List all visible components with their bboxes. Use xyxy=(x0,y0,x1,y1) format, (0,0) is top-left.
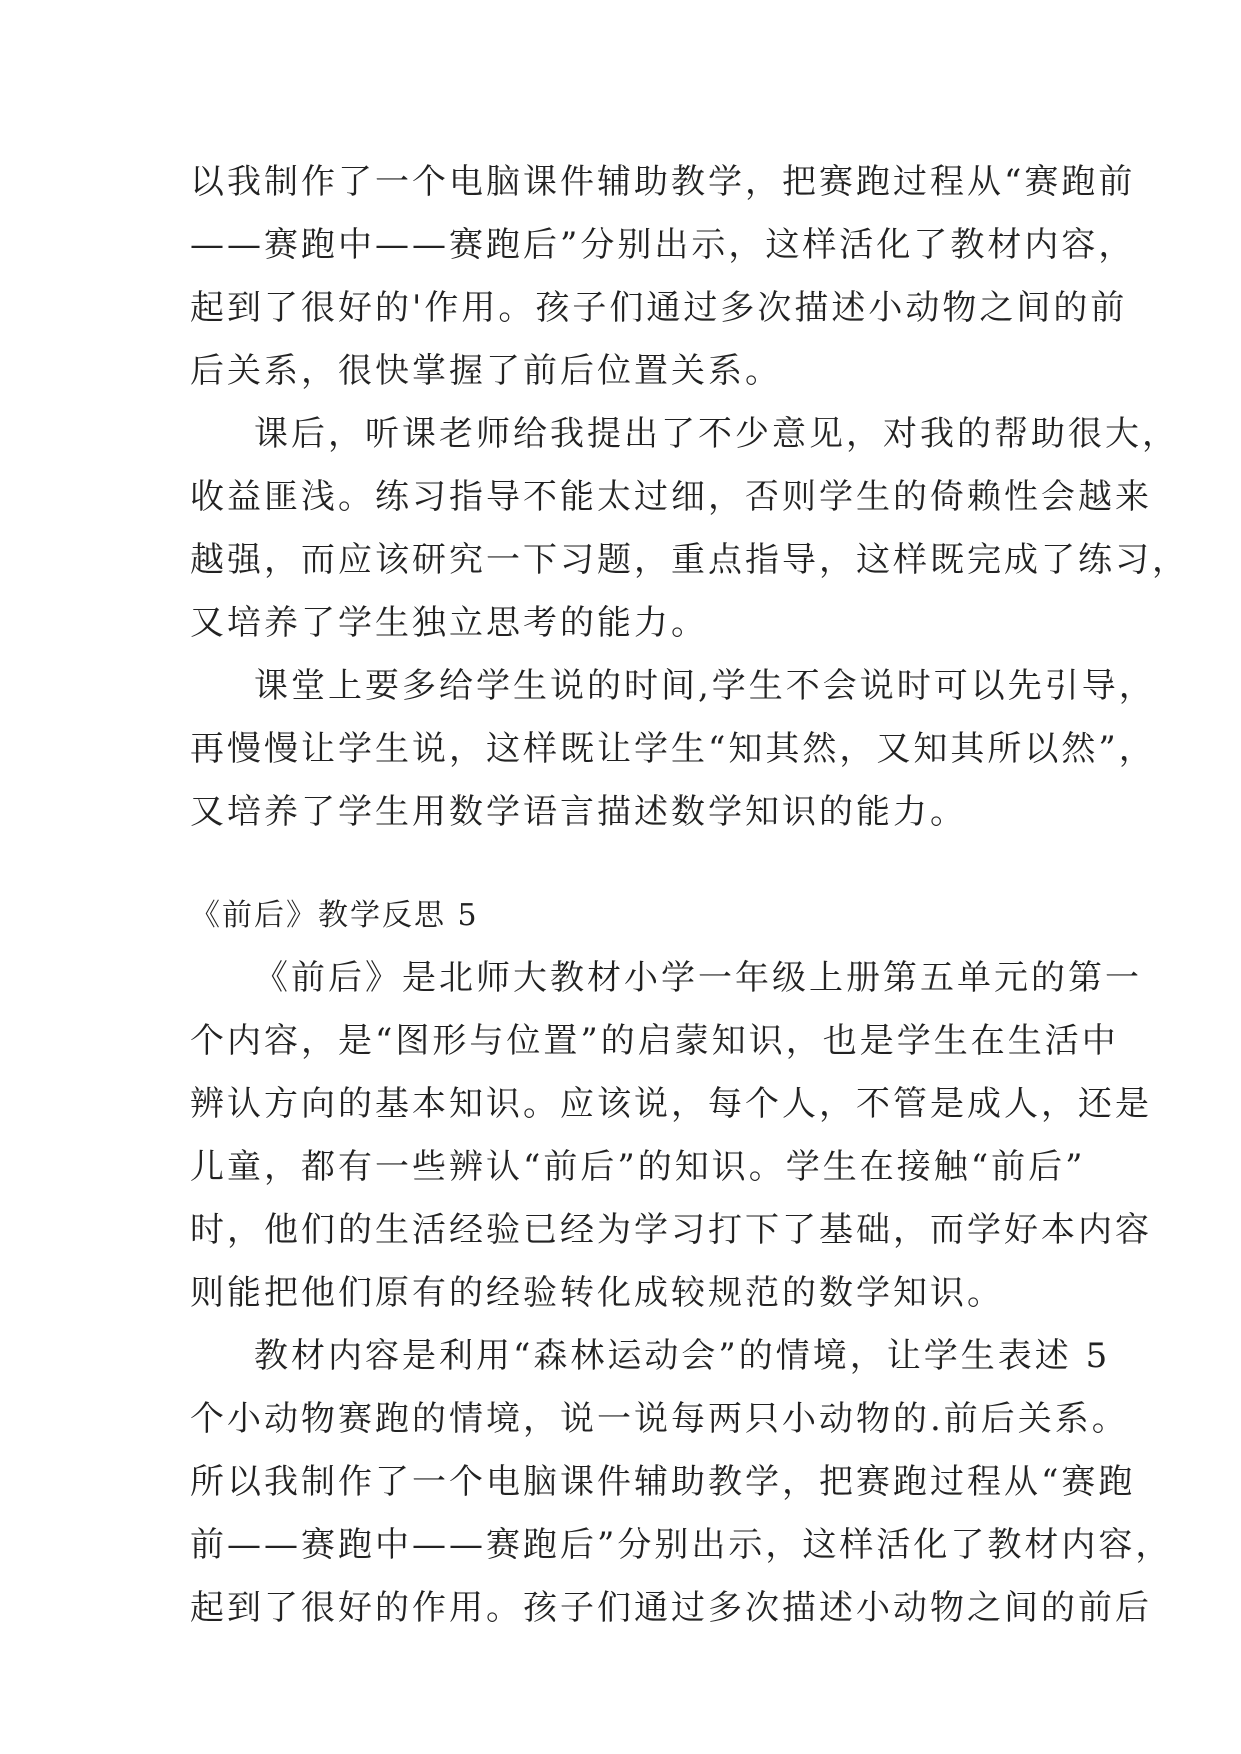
paragraph-line: 后关系，很快掌握了前后位置关系。 xyxy=(190,351,782,391)
paragraph-line: 所以我制作了一个电脑课件辅助教学，把赛跑过程从“赛跑 xyxy=(190,1462,1136,1502)
section-heading: 《前后》教学反思 5 xyxy=(190,898,479,933)
paragraph-line: 儿童，都有一些辨认“前后”的知识。学生在接触“前后” xyxy=(190,1147,1086,1187)
paragraph-line: 又培养了学生独立思考的能力。 xyxy=(190,603,708,643)
paragraph-line: 个小动物赛跑的情境，说一说每两只小动物的.前后关系。 xyxy=(190,1399,1129,1439)
paragraph-line: 个内容，是“图形与位置”的启蒙知识，也是学生在生活中 xyxy=(190,1021,1119,1061)
paragraph-line: 前——赛跑中——赛跑后”分别出示，这样活化了教材内容， xyxy=(190,1525,1173,1565)
paragraph-line: 辨认方向的基本知识。应该说，每个人，不管是成人，还是 xyxy=(190,1084,1152,1124)
paragraph-first-line: 《前后》是北师大教材小学一年级上册第五单元的第一 xyxy=(254,958,1142,998)
paragraph-line: 则能把他们原有的经验转化成较规范的数学知识。 xyxy=(190,1273,1004,1313)
paragraph-line: 时，他们的生活经验已经为学习打下了基础，而学好本内容 xyxy=(190,1210,1152,1250)
paragraph-first-line: 教材内容是利用“森林运动会”的情境，让学生表述 5 xyxy=(254,1336,1111,1376)
paragraph-line: 收益匪浅。练习指导不能太过细，否则学生的倚赖性会越来 xyxy=(190,477,1152,517)
paragraph-first-line: 课堂上要多给学生说的时间,学生不会说时可以先引导， xyxy=(254,666,1156,706)
paragraph-line: 起到了很好的'作用。孩子们通过多次描述小动物之间的前 xyxy=(190,288,1128,328)
paragraph-line: 以我制作了一个电脑课件辅助教学，把赛跑过程从“赛跑前 xyxy=(190,162,1136,202)
paragraph-line: ——赛跑中——赛跑后”分别出示，这样活化了教材内容， xyxy=(190,225,1136,265)
paragraph-line: 又培养了学生用数学语言描述数学知识的能力。 xyxy=(190,792,967,832)
paragraph-line: 起到了很好的作用。孩子们通过多次描述小动物之间的前后 xyxy=(190,1588,1152,1628)
paragraph-line: 越强，而应该研究一下习题，重点指导，这样既完成了练习， xyxy=(190,540,1189,580)
paragraph-first-line: 课后，听课老师给我提出了不少意见，对我的帮助很大， xyxy=(254,414,1179,454)
paragraph-line: 再慢慢让学生说，这样既让学生“知其然，又知其所以然”， xyxy=(190,729,1156,769)
